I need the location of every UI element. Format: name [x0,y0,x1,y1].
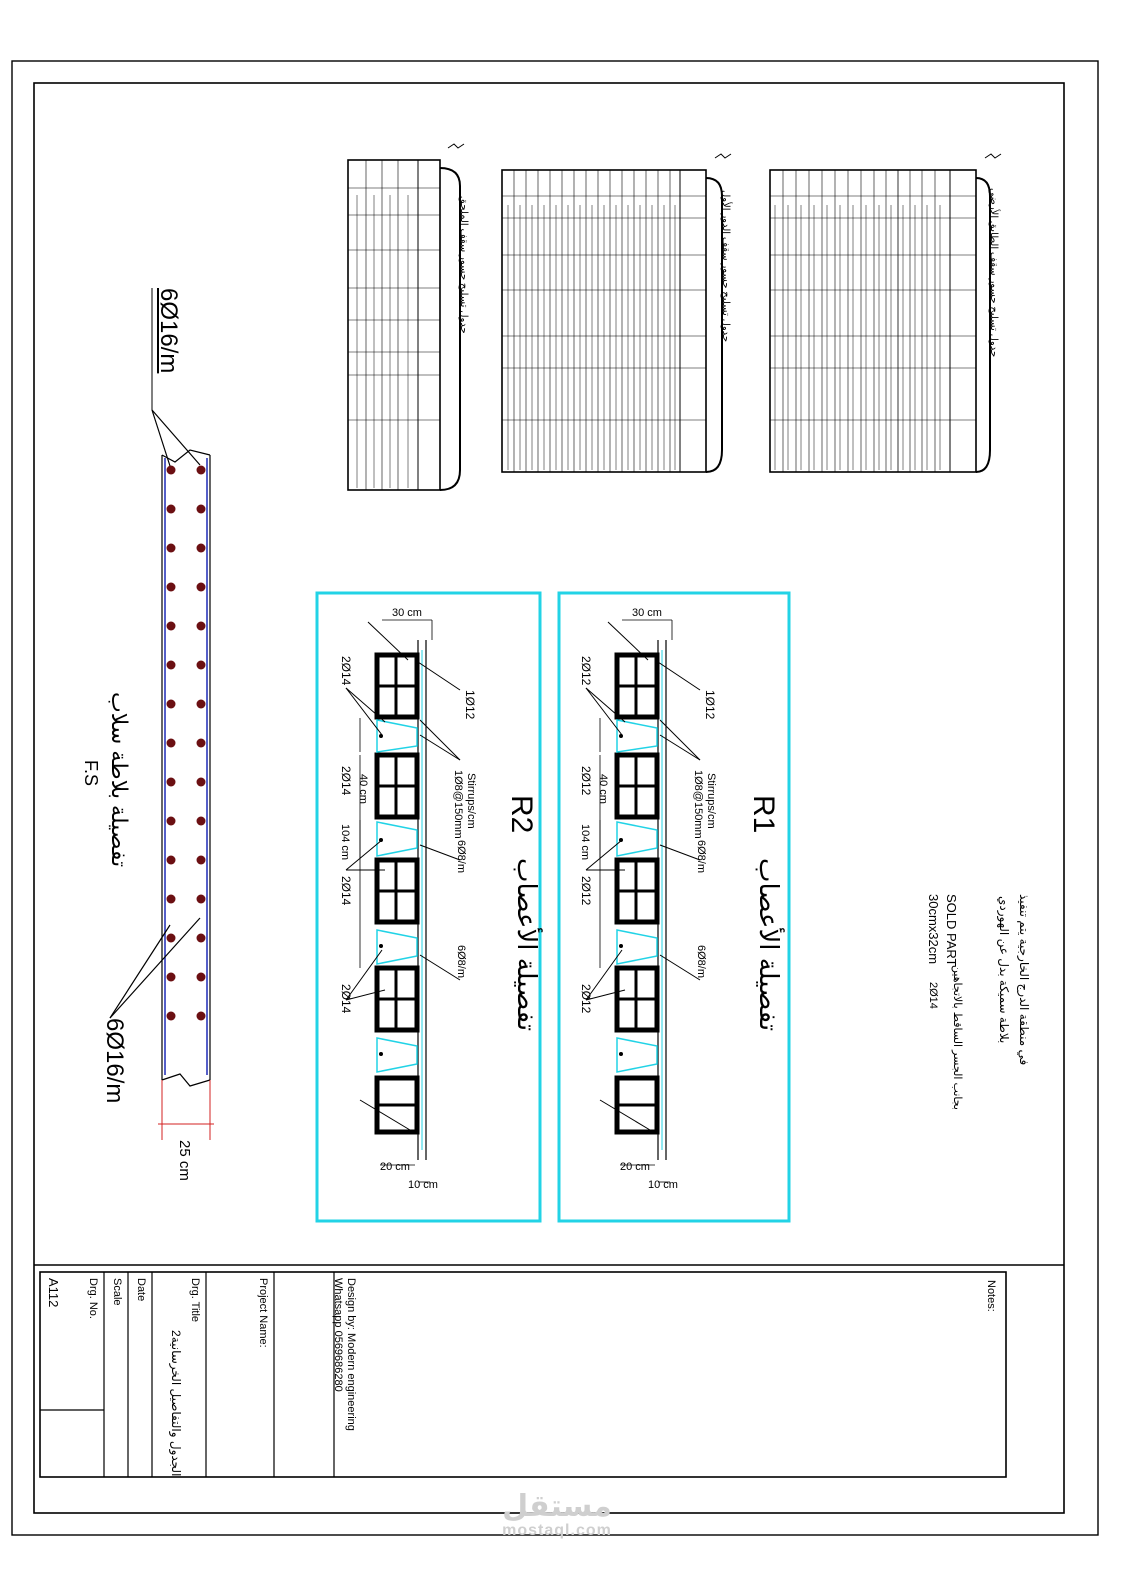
watermark-arabic: مستقل [502,1489,612,1524]
tb-design-by: Design by: Modern engineering [345,1278,357,1431]
tb-date: Date [135,1278,147,1302]
rib-dim-bottom-r2: 20 cm [380,1161,410,1173]
rebar-dot [197,778,206,787]
rib-bottom-bar-r1-2: 2Ø12 [579,766,593,796]
slab-rebar-bottom: 6Ø16/m [101,1018,128,1104]
schedule-ground-floor [770,154,1001,472]
rib-bottom-bar-r1-3: 2Ø12 [579,876,593,906]
rib-id-r1: R1 [747,795,780,834]
note-solid-part: SOLD PART [944,894,959,967]
rebar-dot [197,895,206,904]
tb-drg-no-value: A112 [46,1278,61,1308]
rib-title-r1: تفصيلة الأعصاب [754,858,784,1032]
rib-mesh-r1: 6Ø8/m [695,840,707,874]
rebar-dot [167,466,176,475]
rib-bottom-bar-r1-1: 2Ø12 [579,656,593,686]
schedule-annex [348,144,464,490]
rebar-dot [167,622,176,631]
rebar-dot [197,622,206,631]
rib-mesh-r2: 6Ø8/m [455,840,467,874]
schedule-first-floor [502,154,731,472]
slab-thickness: 25 cm [176,1140,193,1181]
slab-title: تفصيلة بلاطة سلاب [107,692,132,868]
rib-bottom-bar-r1-4: 2Ø12 [579,984,593,1014]
rebar-dot [167,856,176,865]
tb-drg-title: Drg. Title [189,1278,201,1323]
rebar-dot [167,895,176,904]
rebar-dot [167,778,176,787]
note-dims: 30cmx32cm [926,894,941,965]
rebar-dot [197,934,206,943]
rib-mesh2-r1: 6Ø8/m [695,945,707,979]
rib-top-bar-r2: 1Ø12 [463,690,477,720]
rib-bottom-bar-r2-3: 2Ø14 [339,876,353,906]
rib-bottom-bar-r2-1: 2Ø14 [339,656,353,686]
rib-dim-rib-r1: 40 cm [597,774,609,804]
rebar-dot [167,973,176,982]
note-line1: في منطقة الدرج الخارجية يتم تنفيذ [1017,894,1031,1066]
rib-stirrups-r1: Stirrups/cm [705,773,717,829]
rib-dim-top-r1: 30 cm [632,607,662,619]
rebar-dot [197,466,206,475]
rib-id-r2: R2 [505,795,538,834]
rib-frame-r2 [317,593,540,1221]
rib-top-bar-r1: 1Ø12 [703,690,717,720]
rib-dim-rib-r2: 40 cm [357,774,369,804]
rebar-dot [167,544,176,553]
rib-stirrup-spec-r2: 1Ø8@150mm [452,770,464,839]
rib-dim-top-r2: 30 cm [392,607,422,619]
rebar-dot [167,700,176,709]
rebar-dot [167,739,176,748]
rebar-dot [167,817,176,826]
rib-bottom-bar-r2-2: 2Ø14 [339,766,353,796]
rib-stirrups-r2: Stirrups/cm [465,773,477,829]
rebar-dot [197,583,206,592]
rib-bottom-bar-r2-4: 2Ø14 [339,984,353,1014]
rebar-dot [197,661,206,670]
rib-dim-thk-r1: 10 cm [648,1179,678,1191]
rebar-dot [167,583,176,592]
rib-drawing-r2 [346,620,460,1182]
schedule-title-annex: جدول تسليح جسور سقف الملحق [458,196,469,334]
rebar-dot [197,1012,206,1021]
schedule-title-ground: جدول تسليح جسور سقف الطابق الأرضي [988,188,999,358]
rebar-dot [167,1012,176,1021]
rebar-dot [197,544,206,553]
tb-whatsapp: Whatsapp 0569686280 [332,1278,344,1392]
rebar-dot [167,934,176,943]
rebar-dot [197,973,206,982]
note-line2: بلاطة سميكة بدل عن الهوردي [997,896,1011,1044]
rib-stirrup-spec-r1: 1Ø8@150mm [692,770,704,839]
rib-dim-block-r1: 104 cm [579,824,591,861]
rib-drawing-r1 [586,620,700,1182]
tb-drg-title-value: 2الجدول والتفاصيل الخرسانية [169,1330,183,1477]
rebar-dot [167,505,176,514]
schedule-title-first: جدول تسليح جسور سقف الدور الأول [720,190,731,343]
rebar-dot [197,739,206,748]
rib-dim-block-r2: 104 cm [339,824,351,861]
rebar-dot [197,700,206,709]
watermark [487,1489,627,1540]
watermark-latin: mostaql.com [502,1522,612,1539]
note-rebar: 2Ø14 [927,982,939,1009]
rib-dim-bottom-r1: 20 cm [620,1161,650,1173]
slab-rebar-top: 6Ø16/m [155,288,182,374]
tb-project-name: Project Name: [257,1278,269,1348]
note-line3: بجانب الجسر الساقط بالاتجاهين [951,965,963,1110]
tb-drg-no: Drg. No. [87,1278,99,1319]
rib-title-r2: تفصيلة الأعصاب [512,858,542,1032]
rebar-dot [197,856,206,865]
rebar-dot [197,817,206,826]
rib-dim-thk-r2: 10 cm [408,1179,438,1191]
rebar-dot [167,661,176,670]
tb-notes-label: Notes: [985,1280,997,1312]
slab-subtitle: F.S [81,760,101,787]
rebar-dot [197,505,206,514]
rib-mesh2-r2: 6Ø8/m [455,945,467,979]
tb-scale: Scale [111,1278,123,1306]
